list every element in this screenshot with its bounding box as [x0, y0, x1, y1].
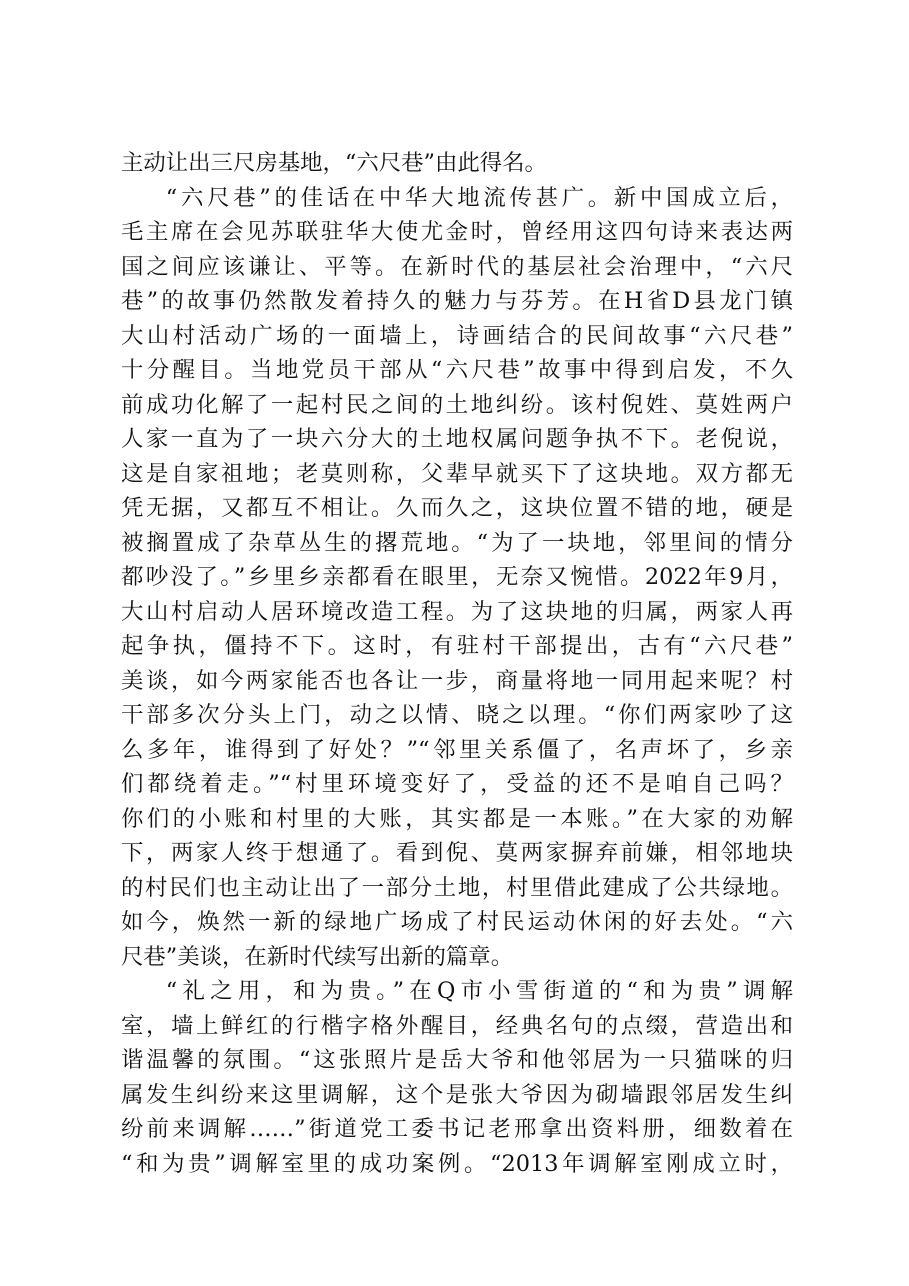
text-line: 如今，焕然一新的绿地广场成了村民运动休闲的好去处。“六: [121, 909, 793, 935]
text-line: 下，两家人终于想通了。看到倪、莫两家摒弃前嫌，相邻地块: [121, 840, 793, 866]
text-line: 大山村活动广场的一面墙上，诗画结合的民间故事“六尺巷”: [121, 322, 793, 349]
text-line: 这是自家祖地；老莫则称，父辈早就买下了这块地。双方都无: [121, 460, 793, 487]
text-line: “和为贵”调解室里的成功案例。“2013年调解室刚成立时，: [121, 1150, 793, 1177]
text-line: 国之间应该谦让、平等。在新时代的基层社会治理中，“六尺: [121, 253, 793, 280]
text-line: 属发生纠纷来这里调解，这个是张大爷因为砌墙跟邻居发生纠: [121, 1081, 793, 1108]
text-line: 都吵没了。”乡里乡亲都看在眼里，无奈又惋惜。2022年9月，: [121, 564, 793, 590]
body-text: [121, 146, 793, 1181]
text-line: 前成功化解了一起村民之间的土地纠纷。该村倪姓、莫姓两户: [121, 391, 793, 418]
text-line: 主动让出三尺房基地，“六尺巷”由此得名。: [121, 150, 547, 176]
text-line: 美谈，如今两家能否也各让一步，商量将地一同用起来呢？村: [121, 667, 793, 694]
text-line: 尺巷”美谈，在新时代续写出新的篇章。: [121, 943, 514, 970]
text-line: 大山村启动人居环境改造工程。为了这块地的归属，两家人再: [121, 598, 793, 625]
text-line: 人家一直为了一块六分大的土地权属问题争执不下。老倪说，: [121, 426, 793, 452]
text-line: 们都绕着走。”“村里环境变好了，受益的还不是咱自己吗？: [121, 771, 793, 797]
text-line: 被搁置成了杂草丛生的撂荒地。“为了一块地，邻里间的情分: [121, 529, 793, 556]
text-line: 十分醒目。当地党员干部从“六尺巷”故事中得到启发，不久: [121, 357, 793, 383]
text-line: 凭无据，又都互不相让。久而久之，这块位置不错的地，硬是: [121, 495, 793, 521]
text-line: “六尺巷”的佳话在中华大地流传甚广。新中国成立后，: [165, 184, 793, 211]
text-line: 的村民们也主动让出了一部分土地，村里借此建成了公共绿地。: [121, 874, 793, 901]
text-line: 干部多次分头上门，动之以情、晓之以理。“你们两家吵了这: [121, 702, 793, 728]
text-line: “礼之用，和为贵。”在Q市小雪街道的“和为贵”调解: [165, 978, 793, 1004]
text-line: 你们的小账和村里的大账，其实都是一本账。”在大家的劝解: [121, 805, 793, 832]
text-line: 起争执，僵持不下。这时，有驻村干部提出，古有“六尺巷”: [121, 633, 793, 659]
text-line: 谐温馨的氛围。“这张照片是岳大爷和他邻居为一只猫咪的归: [121, 1047, 793, 1073]
text-line: 室，墙上鲜红的行楷字格外醒目，经典名句的点缀，营造出和: [121, 1012, 793, 1039]
text-line: 纷前来调解……”街道党工委书记老邢拿出资料册，细数着在: [121, 1116, 793, 1142]
text-line: 毛主席在会见苏联驻华大使尤金时，曾经用这四句诗来表达两: [121, 219, 793, 245]
text-line: 巷”的故事仍然散发着持久的魅力与芬芳。在H省D县龙门镇: [121, 288, 793, 314]
text-line: 么多年，谁得到了好处？”“邻里关系僵了，名声坏了，乡亲: [121, 736, 793, 763]
